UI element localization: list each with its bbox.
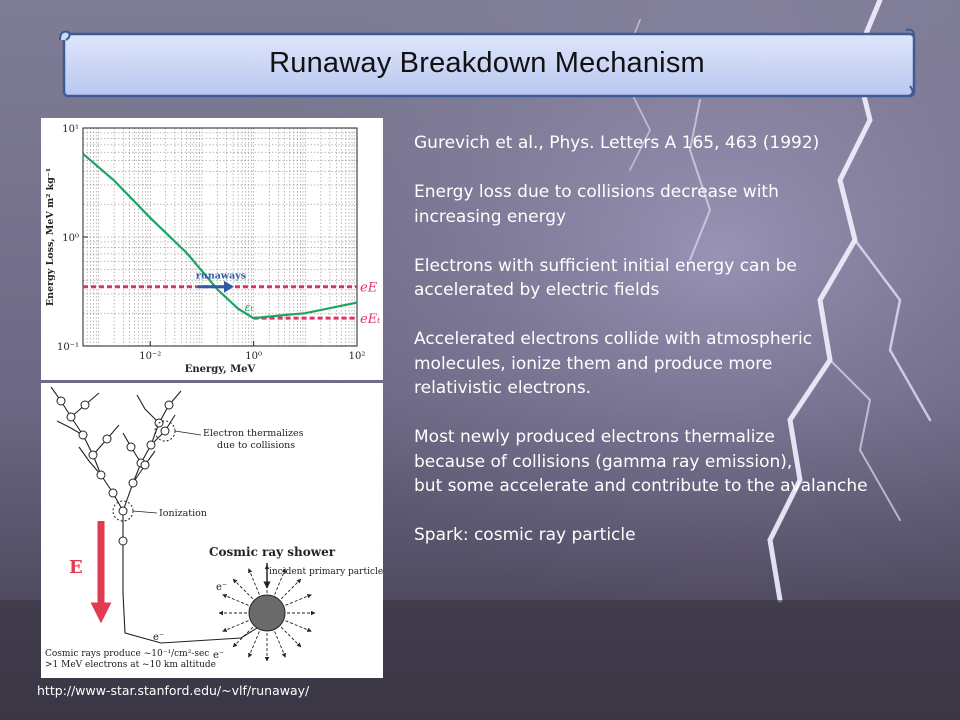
x-tick-label: 10² (348, 351, 366, 362)
incident-label: incident primary particle (269, 567, 383, 577)
ionization-label: Ionization (159, 508, 207, 519)
ionization-pointer (133, 511, 157, 513)
text-block-spark: Spark: cosmic ray particle (414, 525, 636, 545)
shower-ray (281, 627, 301, 647)
critical-energy-label: εₜ (244, 301, 254, 315)
x-tick-label: 10⁻² (139, 351, 162, 362)
source-url[interactable]: http://www-star.stanford.edu/~vlf/runaway/ (37, 683, 310, 698)
text-block-acceleration: Electrons with sufficient initial energy can be accelerated by electric fields (414, 255, 797, 300)
runaways-label: runaways (195, 270, 247, 282)
shower-ray (223, 595, 249, 606)
x-tick-label: 10⁰ (245, 351, 262, 362)
slide-title: Runaway Breakdown Mechanism (269, 46, 705, 79)
y-axis-label: Energy Loss, MeV m² kg⁻¹ (45, 167, 56, 307)
field-label: E (69, 557, 83, 578)
shower-ray (249, 631, 260, 657)
text-block-energy-loss: Energy loss due to collisions decrease with increasing energy (414, 182, 779, 227)
electron-label-1: e⁻ (216, 582, 228, 593)
threshold-label: eE (360, 280, 378, 296)
shower-ray (285, 621, 311, 632)
footnote-line-2: >1 MeV electrons at ~10 km altitude (45, 660, 216, 670)
x-axis-label: Energy, MeV (184, 364, 256, 375)
runaways-arrowhead (224, 281, 234, 293)
shower-ray (281, 579, 301, 599)
energy-loss-curve (83, 154, 357, 318)
slide-body (414, 131, 954, 572)
thermalize-label-1: Electron thermalizes (203, 428, 304, 439)
threshold-label: eEₜ (360, 312, 381, 328)
thermalize-pointer (175, 431, 201, 435)
primary-particle (249, 595, 285, 631)
shower-ray (285, 595, 311, 606)
text-block-reference: Gurevich et al., Phys. Letters A 165, 463 (1992) (414, 133, 820, 153)
cosmic-ray-title: Cosmic ray shower (209, 545, 336, 559)
shower-ray (233, 579, 253, 599)
text-block-ionization: Accelerated electrons collide with atmospheric molecules, ionize them and produce more relativistic electrons. (414, 329, 813, 398)
y-tick-label: 10⁻¹ (56, 342, 79, 353)
shower-diagram-svg (41, 383, 383, 678)
thermalize-label-2: due to collisions (217, 440, 296, 451)
y-tick-label: 10¹ (62, 124, 79, 135)
shower-ray (275, 631, 286, 657)
y-tick-label: 10⁰ (62, 233, 79, 244)
shower-ray (249, 569, 260, 595)
footnote-line-1: Cosmic rays produce ~10⁻¹/cm²-sec (45, 649, 210, 659)
electron-label-2: e⁻ (213, 650, 225, 661)
shower-ray (223, 621, 249, 632)
cosmic-ray-shower-diagram (41, 383, 383, 678)
text-block-thermalize: Most newly produced electrons thermalize because of collisions (gamma ray emission), but some accelerate and contribute to the avalanche (414, 427, 868, 496)
energy-loss-chart (41, 118, 383, 380)
electron-label-3: e⁻ (153, 632, 165, 643)
energy-loss-chart-svg (41, 118, 383, 380)
